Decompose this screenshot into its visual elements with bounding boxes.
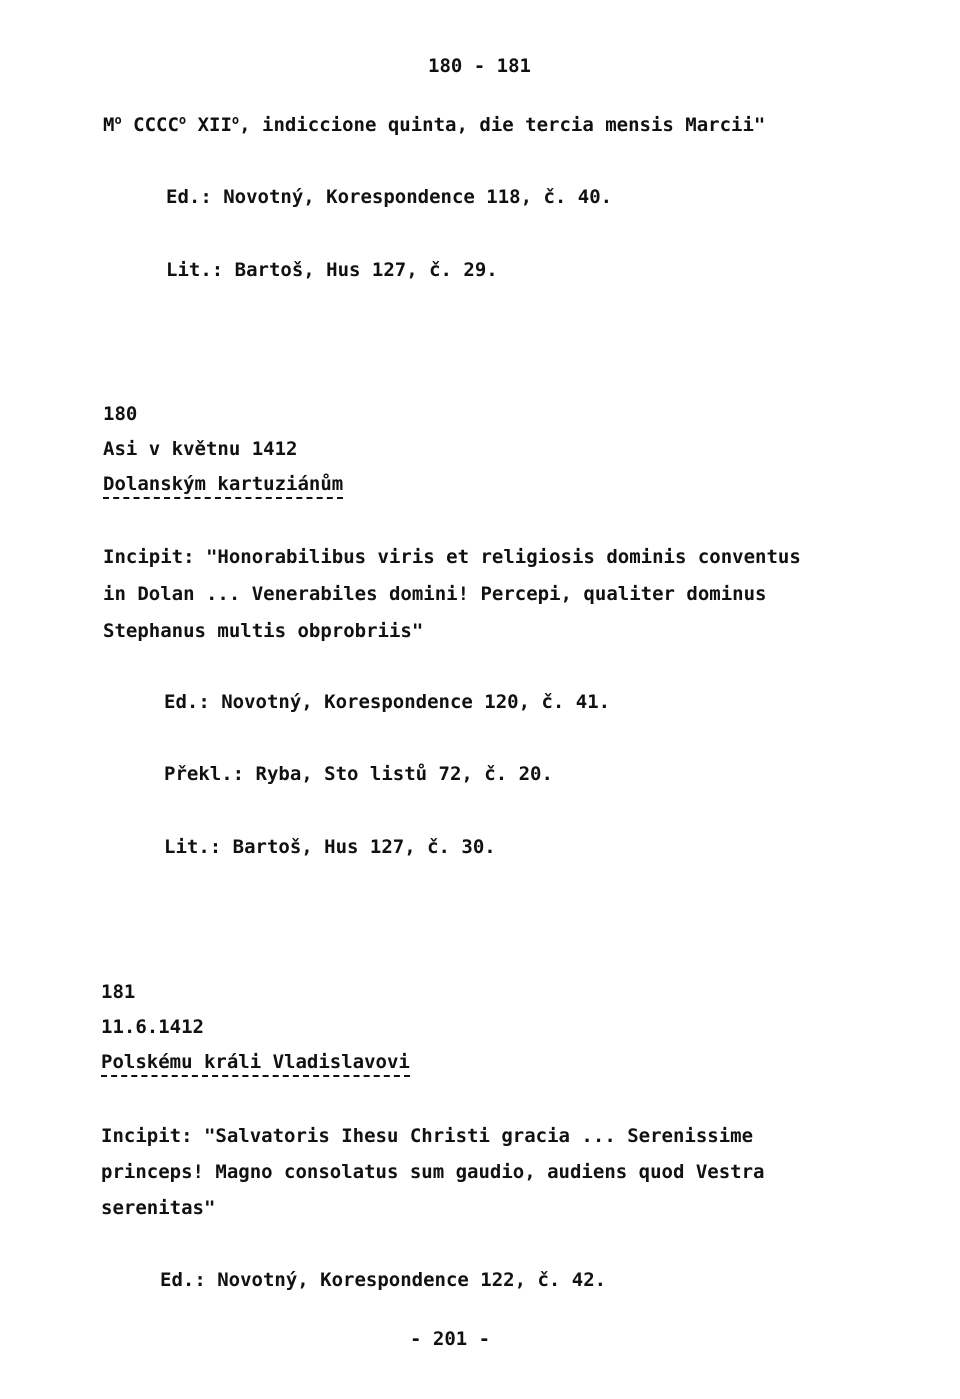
entry-181-incipit-line-3: serenitas" (101, 1197, 216, 1219)
entry-180-incipit-line-2: in Dolan ... Venerabiles domini! Percepi, qualiter dominus (103, 583, 767, 605)
entry-181-date: 11.6.1412 (101, 1016, 204, 1038)
entry-181-incipit-line-1: Incipit: "Salvatoris Ihesu Christi gracia ... Serenissime (101, 1125, 754, 1147)
prev-literature-ref: Lit.: Bartoš, Hus 127, č. 29. (166, 259, 498, 281)
entry-180-date: Asi v květnu 1412 (103, 438, 298, 460)
entry-180-number: 180 (103, 403, 138, 425)
dating-m-sup: o (114, 113, 122, 127)
entry-180-literature-ref: Lit.: Bartoš, Hus 127, č. 30. (164, 836, 496, 858)
entry-181-incipit-line-2: princeps! Magno consolatus sum gaudio, audiens quod Vestra (101, 1161, 765, 1183)
entry-180-incipit-line-1: Incipit: "Honorabilibus viris et religiosis dominis conventus (103, 546, 801, 568)
entry-180-edition-ref: Ed.: Novotný, Korespondence 120, č. 41. (164, 691, 611, 713)
dating-cccc-sup: o (178, 113, 187, 127)
dating-m: M (103, 114, 115, 136)
entry-180-translation-ref: Překl.: Ryba, Sto listů 72, č. 20. (164, 763, 553, 785)
entry-181-recipient: Polskému králi Vladislavovi (101, 1050, 410, 1077)
entry-180-recipient: Dolanským kartuziánům (103, 472, 343, 499)
dating-rest: , indiccione quinta, die tercia mensis Marcii" (239, 114, 766, 136)
dating-cccc: CCCC (133, 114, 179, 136)
dating-xii-sup: o (231, 113, 240, 127)
prev-edition-ref: Ed.: Novotný, Korespondence 118, č. 40. (166, 186, 613, 208)
entry-181-number: 181 (101, 981, 136, 1003)
entry-180-incipit-line-3: Stephanus multis obprobriis" (103, 620, 424, 642)
dating-line (103, 113, 765, 137)
page-number-footer: - 201 - (410, 1328, 491, 1350)
page-range-header: 180 - 181 (428, 55, 531, 77)
entry-181-edition-ref: Ed.: Novotný, Korespondence 122, č. 42. (160, 1269, 607, 1291)
dating-xii: XII (197, 114, 232, 136)
